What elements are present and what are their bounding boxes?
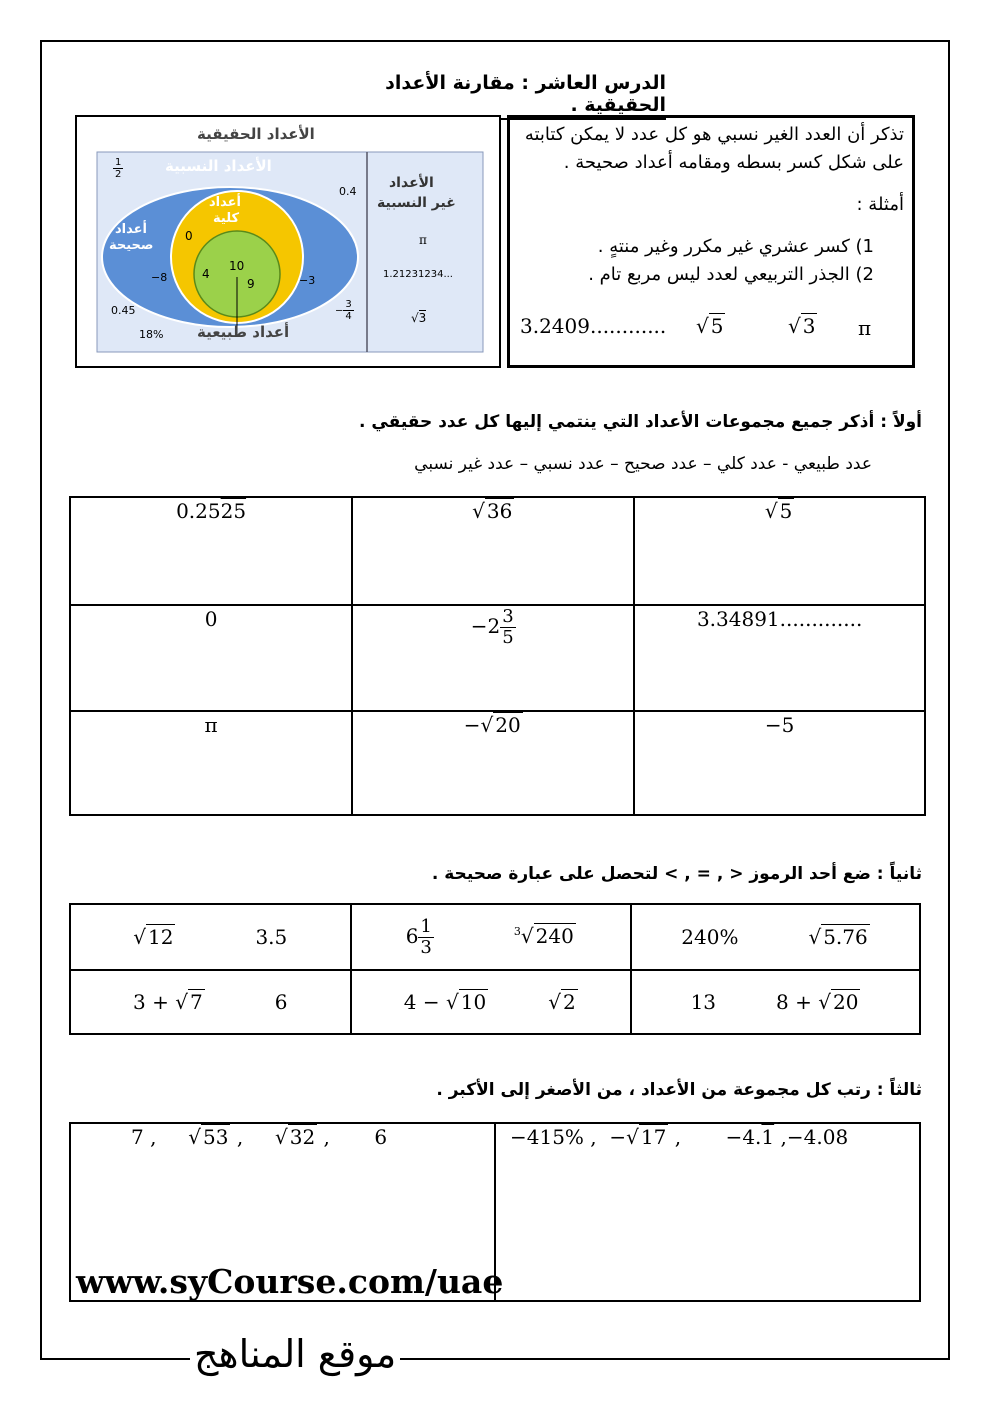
sample-four: 4 [202, 267, 210, 281]
example-1: 1) كسر عشري غير مكرر وغير منتهٍ . [597, 236, 874, 257]
sample-ten: 10 [229, 259, 245, 273]
example-2: 2) الجذر التربيعي لعدد ليس مربع تام . [588, 264, 874, 285]
cell-r3c2[interactable]: −√ 20 [352, 711, 634, 815]
cell-r1c2[interactable]: √ 36 [352, 497, 634, 605]
venn-whole-label-1: أعداد [209, 195, 241, 210]
reminder-box [507, 115, 915, 368]
order-set-right[interactable]: −415% , −√ 17 , −4.1 ,−4.08 [495, 1123, 920, 1301]
sample-zero: 0 [185, 229, 193, 243]
footer-site-name: موقع المناهج [190, 1332, 400, 1376]
venn-irrational-label-2: غير النسبية [377, 195, 456, 211]
venn-integers-label-2: صحيحة [109, 238, 154, 253]
section1-table [69, 496, 926, 816]
venn-real-label: الأعداد الحقيقية [197, 125, 315, 143]
venn-diagram-box [75, 115, 501, 368]
sample-root3: √3 [411, 311, 427, 325]
sample-neg8: −8 [151, 271, 168, 284]
venn-rational-label: الأعداد النسبية [165, 157, 272, 175]
table-row [70, 970, 920, 1034]
sample-pi: π [419, 233, 427, 247]
sample-18pct: 18% [139, 328, 164, 341]
table-row [70, 711, 925, 815]
compare-c[interactable]: 240% √ 5.76 [631, 904, 920, 970]
example-pi: π [858, 316, 872, 340]
table-row [70, 904, 920, 970]
website-watermark: www.syCourse.com/uae [76, 1262, 504, 1301]
order-set-left[interactable]: 7 , √ 53 , √ 32 , 6 [70, 1123, 495, 1301]
sample-half: $\frac{1}{2}$ [115, 157, 122, 180]
sample-repeating: 0.4 [339, 185, 357, 198]
sample-nine: 9 [247, 277, 255, 291]
venn-natural-label: أعداد طبيعية [197, 323, 290, 341]
compare-d[interactable]: 3 + √ 7 6 [70, 970, 351, 1034]
example-decimal: 3.2409............ [520, 314, 667, 338]
sample-045: 0.45 [111, 304, 136, 317]
lesson-title: الدرس العاشر : مقارنة الأعداد الحقيقية . [320, 72, 666, 120]
cell-r2c3[interactable]: 3.34891............. [634, 605, 925, 711]
cell-r2c1[interactable]: 0 [70, 605, 352, 711]
sample-neg-three-quarters: − $\frac{3}{4}$ [335, 299, 352, 322]
cell-r3c1[interactable]: π [70, 711, 352, 815]
section3-heading: ثالثاً : رتب كل مجموعة من الأعداد ، من الأصغر إلى الأكبر . [436, 1080, 922, 1100]
section2-table [69, 903, 921, 1035]
venn-irrational-label-1: الأعداد [389, 175, 434, 191]
section1-options: عدد طبيعي - عدد كلي – عدد صحيح – عدد نسبي – عدد غير نسبي [414, 454, 872, 474]
cell-r2c2[interactable]: −2 $\frac{3}{5}$ [352, 605, 634, 711]
compare-b[interactable]: 6 $\frac{1}{3}$ $^3$√ 240 [351, 904, 632, 970]
compare-f[interactable]: 13 8 + √ 20 [631, 970, 920, 1034]
venn-whole-label-2: كلية [213, 211, 240, 226]
note-line-2: على شكل كسر بسطه ومقامه أعداد صحيحة . [563, 152, 904, 173]
venn-integers-label-1: أعداد [115, 222, 147, 237]
sample-neg3: −3 [299, 274, 316, 287]
sample-nonrepeating: 1.21231234... [383, 269, 453, 280]
section2-heading: ثانياً : ضع أحد الرموز < , = , > لتحصل على عبارة صحيحة . [431, 864, 922, 884]
table-row [70, 605, 925, 711]
example-root3: √ 3 [788, 314, 816, 338]
note-line-1: تذكر أن العدد الغير نسبي هو كل عدد لا يمكن كتابته [524, 124, 904, 145]
table-row [70, 497, 925, 605]
examples-label: أمثلة : [856, 194, 904, 215]
cell-r1c1[interactable]: 0.2525 [70, 497, 352, 605]
cell-r3c3[interactable]: −5 [634, 711, 925, 815]
example-root5: √ 5 [696, 314, 724, 338]
cell-r1c3[interactable]: √ 5 [634, 497, 925, 605]
section1-heading: أولاً : أذكر جميع مجموعات الأعداد التي ينتمي إليها كل عدد حقيقي . [359, 412, 922, 432]
compare-e[interactable]: 4 − √ 10 √ 2 [351, 970, 632, 1034]
compare-a[interactable]: √ 12 3.5 [70, 904, 351, 970]
